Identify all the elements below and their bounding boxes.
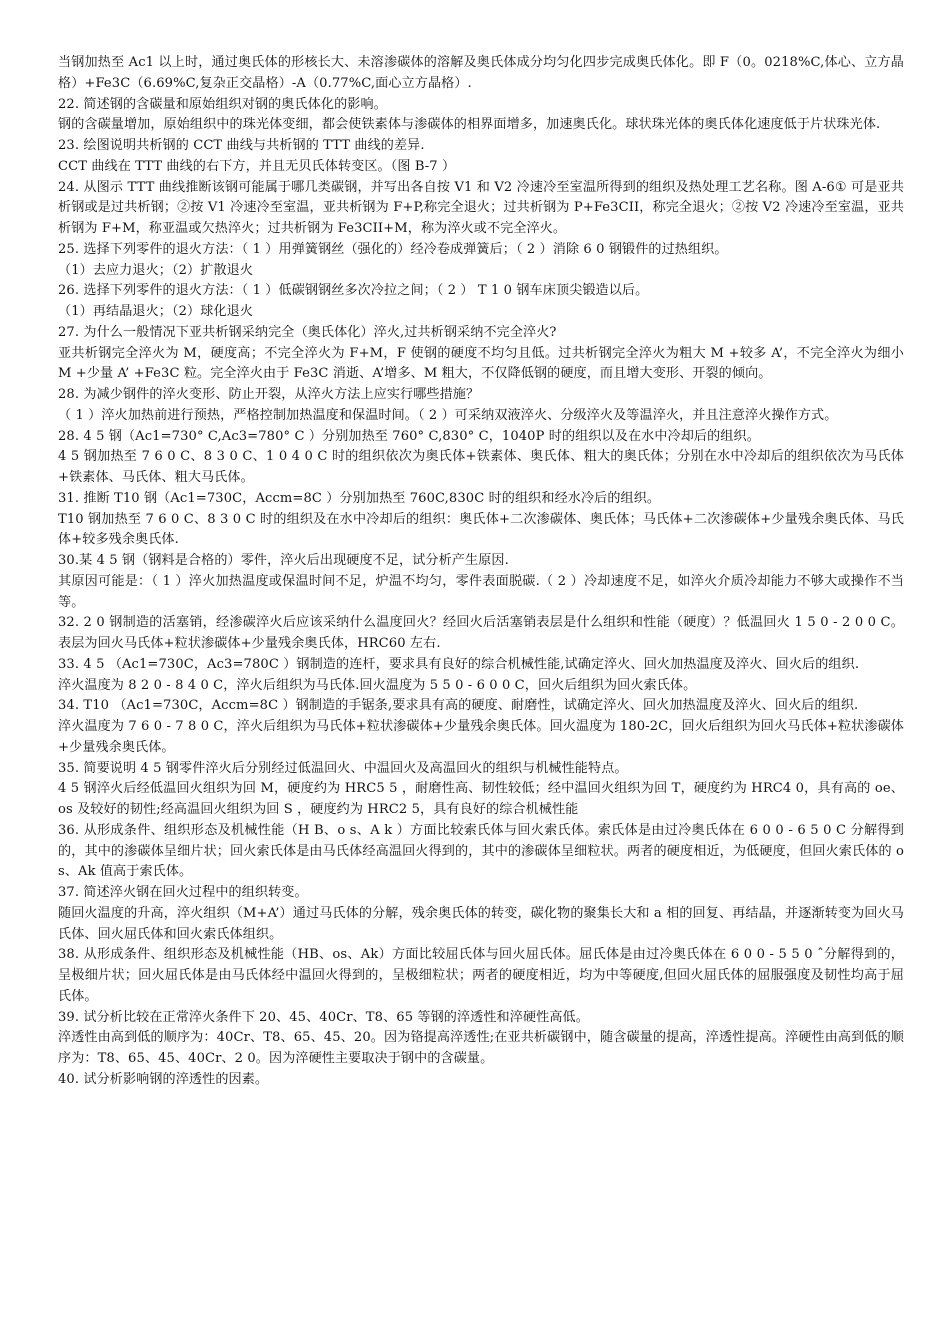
question-paragraph: 33. 4 5 （Ac1=730C，Ac3=780C ）钢制造的连杆，要求具有良好的综合机械性能,试确定淬火、回火加热温度及淬火、回火后的组织.: [58, 656, 860, 672]
question-paragraph: 24. 从图示 TTT 曲线推断该钢可能属于哪几类碳钢，并写出各自按 V1 和 V2 冷速冷至室温所得到的组织及热处理工艺名称。图 A-6① 可是亚共析钢或是过共析钢；②按 V1 冷速冷至室温，亚共析钢为 F+P,称完全退火；过共析钢为 P+Fe3CII，称完全退火；②按 V2 冷速冷至室温，亚共析钢为 F+M，称亚温或欠热淬火；过共析钢为 Fe3CII+M，称为淬火或不完全淬火。: [58, 179, 904, 236]
question-paragraph: 34. T10 （Ac1=730C，Accm=8C ）钢制造的手锯条,要求具有高的硬度、耐磨性，试确定淬火、回火加热温度及淬火、回火后的组织.: [58, 698, 859, 714]
question-paragraph: 40. 试分析影响钢的淬透性的因素。: [58, 1071, 269, 1087]
question-paragraph: 25. 选择下列零件的退火方法：（ 1 ）用弹簧钢丝（强化的）经冷卷成弹簧后；（ 2 ）消除 6 0 钢锻件的过热组织。: [58, 241, 728, 257]
answer-paragraph: T10 钢加热至 7 6 0 C、8 3 0 C 时的组织及在水中冷却后的组织：奥氏体+二次渗碳体、奥氏体；马氏体+二次渗碳体+少量残余奥氏体、马氏体+较多残余奥氏体.: [58, 511, 904, 548]
question-paragraph: 36. 从形成条件、组织形态及机械性能（H B、o s、A k ）方面比较索氏体与回火索氏体。索氏体是由过冷奥氏体在 6 0 0 - 6 5 0 C 分解得到的，其中的渗碳体呈细片状；回火索氏体是由马氏体经高温回火得到的，其中的渗碳体呈细粒状。两者的硬度相近，为低硬度，但回火索氏体的 os、Ak 值高于索氏体。: [58, 822, 904, 880]
answer-paragraph: 淬透性由高到低的顺序为：40Cr、T8、65、45、20。因为铬提高淬透性;在亚共析碳钢中，随含碳量的提高，淬透性提高。淬硬性由高到低的顺序为：T8、65、45、40Cr、2 0。因为淬硬性主要取决于钢中的含碳量。: [58, 1030, 904, 1066]
question-paragraph: 35. 简要说明 4 5 钢零件淬火后分别经过低温回火、中温回火及高温回火的组织与机械性能特点。: [58, 760, 628, 776]
question-paragraph: 27. 为什么一般情况下亚共析钢采纳完全（奥氏体化）淬火,过共析钢采纳不完全淬火?: [58, 324, 557, 340]
question-paragraph: 32. 2 0 钢制造的活塞销，经渗碳淬火后应该采纳什么温度回火？经回火后活塞销表层是什么组织和性能（硬度）？低温回火 1 5 0 - 2 0 0 C。表层为回火马氏体+粒状渗碳体+少量残余奥氏体，HRC60 左右.: [58, 615, 904, 651]
answer-paragraph: 其原因可能是：（ 1 ）淬火加热温度或保温时间不足，炉温不均匀，零件表面脱碳.（ 2 ）冷却速度不足，如淬火介质冷却能力不够大或操作不当等。: [58, 573, 904, 610]
question-paragraph: 31. 推断 T10 钢（Ac1=730C，Accm=8C ）分别加热至 760C,830C 时的组织和经水冷后的组织。: [58, 490, 661, 506]
answer-paragraph: 4 5 钢加热至 7 6 0 C、8 3 0 C、1 0 4 0 C 时的组织依次为奥氏体+铁素体、奥氏体、粗大的奥氏体；分别在水中冷却后的组织依次为马氏体+铁素体、马氏体、粗大马氏体。: [58, 449, 904, 485]
answer-paragraph: （1）去应力退火；（2）扩散退火: [58, 262, 254, 278]
question-paragraph: 37. 简述淬火钢在回火过程中的组织转变。: [58, 885, 308, 900]
question-paragraph: 22. 简述钢的含碳量和原始组织对钢的奥氏体化的影响。: [58, 96, 387, 112]
question-paragraph: 26. 选择下列零件的退火方法：（ 1 ）低碳钢钢丝多次冷拉之间；（ 2 ） T 1 0 钢车床顶尖锻造以后。: [58, 283, 649, 299]
answer-paragraph: 4 5 钢淬火后经低温回火组织为回 M，硬度约为 HRC5 5 ，耐磨性高、韧性较低；经中温回火组织为回 T，硬度约为 HRC4 0，具有高的 oe、os 及较好的韧性;经高温回火组织为回 S ，硬度约为 HRC2 5，具有良好的综合机械性能: [58, 781, 904, 817]
question-paragraph: 28. 为减少钢件的淬火变形、防止开裂，从淬火方法上应实行哪些措施？: [58, 387, 480, 402]
answer-paragraph: 亚共析钢完全淬火为 M，硬度高；不完全淬火为 F+M，F 使钢的硬度不均匀且低。过共析钢完全淬火为粗大 M +较多 A’，不完全淬火为细小 M +少量 A’ +Fe3C 粒。完全淬火由于 Fe3C 消逝、A’增多、M 粗大，不仅降低钢的硬度，而且增大变形、开裂的倾向。: [58, 345, 904, 382]
answer-paragraph: （ 1 ）淬火加热前进行预热，严格控制加热温度和保温时间。（ 2 ）可采纳双液淬火、分级淬火及等温淬火，并且注意淬火操作方式。: [58, 407, 838, 423]
answer-paragraph: （1）再结晶退火；（2）球化退火: [58, 304, 254, 319]
answer-paragraph: 淬火温度为 8 2 0 - 8 4 0 C，淬火后组织为马氏体.回火温度为 5 5 0 - 6 0 0 C，回火后组织为回火索氏体。: [58, 677, 697, 693]
question-paragraph: 38. 从形成条件、组织形态及机械性能（HB、os、Ak）方面比较屈氏体与回火屈氏体。屈氏体是由过冷奥氏体在 6 0 0 - 5 5 0 ˆ分解得到的，呈极细片状；回火屈氏体是由马氏体经中温回火得到的，呈极细粒状；两者的硬度相近，均为中等硬度,但回火屈氏体的屈服强度及韧性均高于屈氏体。: [58, 947, 904, 1004]
answer-paragraph: CCT 曲线在 TTT 曲线的右下方，并且无贝氏体转变区。（图 B-7 ）: [58, 158, 456, 174]
question-paragraph: 23. 绘图说明共析钢的 CCT 曲线与共析钢的 TTT 曲线的差异.: [58, 138, 425, 153]
answer-paragraph: 当钢加热至 Ac1 以上时，通过奥氏体的形核长大、未溶渗碳体的溶解及奥氏体成分均匀化四步完成奥氏体化。即 F（0。0218%C,体心、立方晶格）+Fe3C（6.69%C,复杂正交晶格）-A（0.77%C,面心立方晶格）.: [58, 55, 904, 91]
question-paragraph: 28. 4 5 钢（Ac1=730° C,Ac3=780° C ）分别加热至 760° C,830° C，1040P 时的组织以及在水中冷却后的组织。: [58, 428, 760, 444]
answer-paragraph: 随回火温度的升高，淬火组织（M+A’）通过马氏体的分解，残余奥氏体的转变，碳化物的聚集长大和 a 相的回复、再结晶，并逐渐转变为回火马氏体、回火屈氏体和回火索氏体组织。: [58, 905, 904, 942]
question-paragraph: 30.某 4 5 钢（钢料是合格的）零件，淬火后出现硬度不足，试分析产生原因.: [58, 553, 509, 568]
answer-paragraph: 淬火温度为 7 6 0 - 7 8 0 C，淬火后组织为马氏体+粒状渗碳体+少量残余奥氏体。回火温度为 180-2C，回火后组织为回火马氏体+粒状渗碳体+少量残余奥氏体。: [58, 719, 904, 755]
answer-paragraph: 钢的含碳量增加，原始组织中的珠光体变细，都会使铁素体与渗碳体的相界面增多，加速奥氏化。球状珠光体的奥氏体化速度低于片状珠光体.: [58, 117, 881, 133]
question-paragraph: 39. 试分析比较在正常淬火条件下 20、45、40Cr、T8、65 等钢的淬透性和淬硬性高低。: [58, 1009, 589, 1025]
document-body: [58, 53, 904, 1091]
